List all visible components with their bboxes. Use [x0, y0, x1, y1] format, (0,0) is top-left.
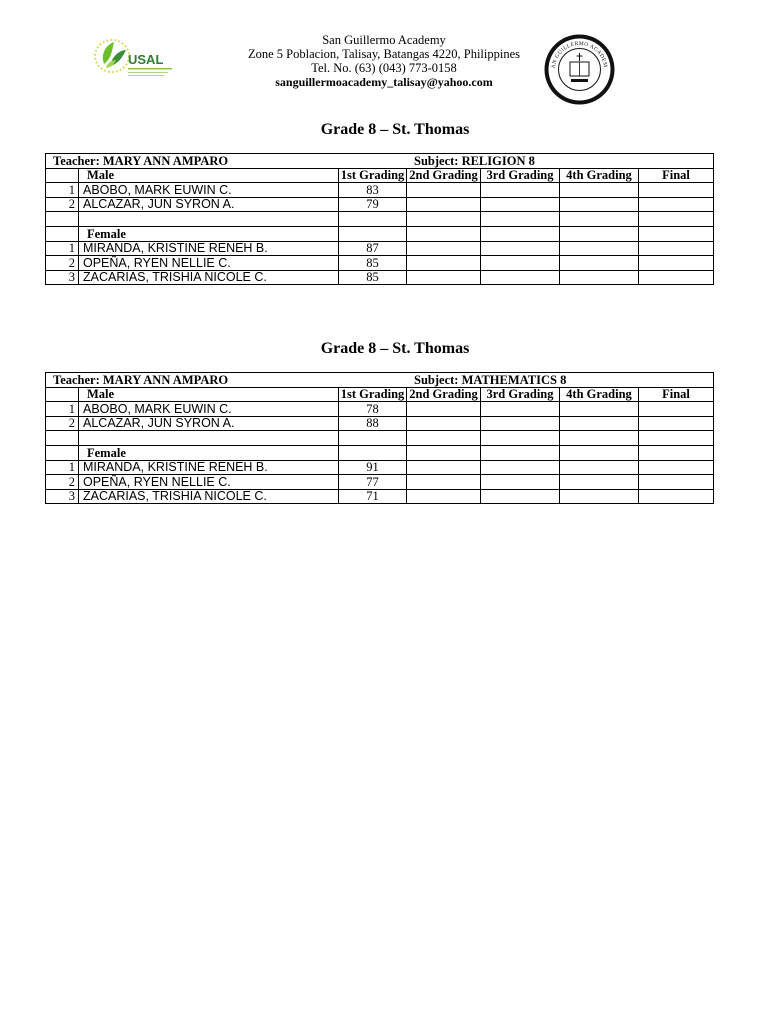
table-header-row: [46, 387, 714, 402]
grade-1st: 85: [339, 270, 407, 285]
teacher-name: Teacher: MARY ANN AMPARO: [53, 372, 229, 387]
table-row: [46, 256, 714, 271]
row-number: 1: [46, 402, 79, 417]
female-header-row: [46, 445, 714, 460]
row-number: 1: [46, 460, 79, 475]
female-label: Female: [79, 226, 339, 241]
student-name: MIRANDA, KRISTINE RENEH B.: [79, 241, 339, 256]
grade-1st: 83: [339, 183, 407, 198]
table-row: [46, 475, 714, 490]
row-number: 3: [46, 489, 79, 504]
grade-1st: 91: [339, 460, 407, 475]
student-name: MIRANDA, KRISTINE RENEH B.: [79, 460, 339, 475]
col-4th-grading: 4th Grading: [560, 387, 639, 402]
section-title: Grade 8 – St. Thomas: [320, 340, 470, 357]
row-number: 2: [46, 256, 79, 271]
col-2nd-grading: 2nd Grading: [407, 168, 481, 183]
student-name: ABOBO, MARK EUWIN C.: [79, 183, 339, 198]
table-row: [46, 460, 714, 475]
usal-logo-text: USAL: [128, 52, 164, 67]
row-number: 2: [46, 475, 79, 490]
col-1st-grading: 1st Grading: [339, 168, 407, 183]
grade-1st: 79: [339, 197, 407, 212]
table-row: [46, 241, 714, 256]
student-name: ZACARIAS, TRISHIA NICOLE C.: [79, 270, 339, 285]
grade-1st: 77: [339, 475, 407, 490]
student-name: OPEÑA, RYEN NELLIE C.: [79, 475, 339, 490]
grade-1st: 87: [339, 241, 407, 256]
school-phone: Tel. No. (63) (043) 773-0158: [311, 61, 457, 75]
blank-row: [46, 431, 714, 446]
table-row: [46, 416, 714, 431]
grades-table: [45, 372, 714, 504]
table-row: [46, 183, 714, 198]
school-header: [0, 33, 768, 89]
table-row: [46, 197, 714, 212]
school-name: San Guillermo Academy: [322, 33, 446, 47]
school-address: Zone 5 Poblacion, Talisay, Batangas 4220, Philippines: [247, 47, 520, 61]
student-name: OPEÑA, RYEN NELLIE C.: [79, 256, 339, 271]
grades-table: [45, 153, 714, 285]
school-email: sanguillermoacademy_talisay@yahoo.com: [275, 75, 493, 89]
blank-row: [46, 212, 714, 227]
row-number: 1: [46, 241, 79, 256]
row-number: 2: [46, 197, 79, 212]
col-3rd-grading: 3rd Grading: [481, 387, 560, 402]
academy-seal-logo: [543, 33, 616, 106]
col-final: Final: [639, 168, 714, 183]
row-number: 3: [46, 270, 79, 285]
student-name: ALCAZAR, JUN SYRON A.: [79, 197, 339, 212]
teacher-name: Teacher: MARY ANN AMPARO: [53, 153, 229, 168]
grade-1st: 85: [339, 256, 407, 271]
table-row: [46, 270, 714, 285]
row-number: 1: [46, 183, 79, 198]
male-label: Male: [79, 168, 339, 183]
student-name: ZACARIAS, TRISHIA NICOLE C.: [79, 489, 339, 504]
col-4th-grading: 4th Grading: [560, 168, 639, 183]
subject-name: Subject: RELIGION 8: [414, 153, 535, 168]
table-row: [46, 489, 714, 504]
row-number: 2: [46, 416, 79, 431]
subject-name: Subject: MATHEMATICS 8: [414, 372, 567, 387]
female-header-row: [46, 226, 714, 241]
section-title: Grade 8 – St. Thomas: [320, 121, 470, 138]
col-final: Final: [639, 387, 714, 402]
table-info-row: [46, 154, 714, 169]
grade-1st: 78: [339, 402, 407, 417]
seal-text: AN GUILLERMO ACADEM: [550, 40, 609, 69]
male-label: Male: [79, 387, 339, 402]
student-name: ABOBO, MARK EUWIN C.: [79, 402, 339, 417]
student-name: ALCAZAR, JUN SYRON A.: [79, 416, 339, 431]
col-2nd-grading: 2nd Grading: [407, 387, 481, 402]
grade-1st: 88: [339, 416, 407, 431]
grade-1st: 71: [339, 489, 407, 504]
table-row: [46, 402, 714, 417]
col-1st-grading: 1st Grading: [339, 387, 407, 402]
col-3rd-grading: 3rd Grading: [481, 168, 560, 183]
table-header-row: [46, 168, 714, 183]
female-label: Female: [79, 445, 339, 460]
table-info-row: [46, 373, 714, 388]
